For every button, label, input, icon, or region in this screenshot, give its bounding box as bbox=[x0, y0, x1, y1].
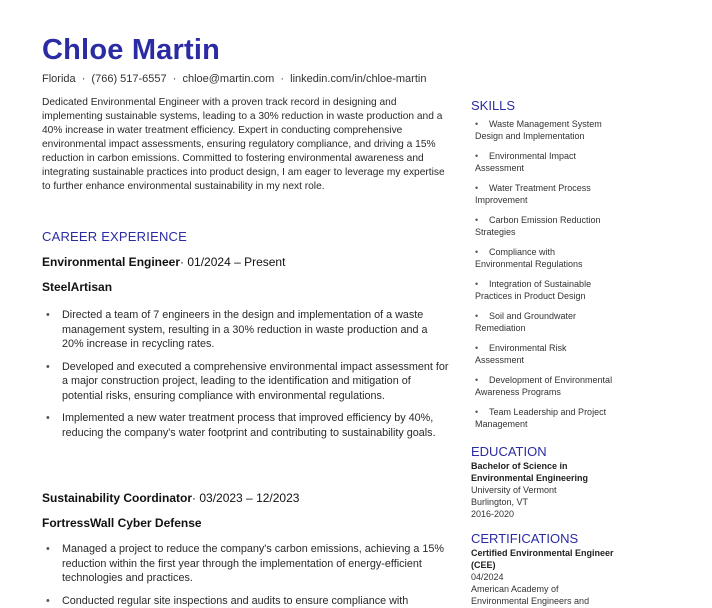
list-item: • Water Treatment Process Improvement bbox=[471, 182, 651, 206]
contact-email[interactable]: chloe@martin.com bbox=[182, 73, 274, 85]
contact-phone: (766) 517-6557 bbox=[91, 73, 166, 85]
job-title: Sustainability Coordinator bbox=[42, 491, 192, 505]
certifications-section bbox=[471, 531, 651, 607]
job-title-line bbox=[42, 255, 285, 269]
list-item: • Soil and Groundwater Remediation bbox=[471, 310, 651, 334]
list-item: • Environmental Risk Assessment bbox=[471, 342, 651, 366]
job-title: Environmental Engineer bbox=[42, 255, 180, 269]
skills-list bbox=[471, 118, 651, 430]
career-experience-heading: CAREER EXPERIENCE bbox=[42, 229, 187, 244]
bullet-icon: • bbox=[475, 278, 478, 290]
school-name: University of Vermont bbox=[471, 484, 651, 496]
contact-line bbox=[42, 73, 426, 85]
professional-summary: Dedicated Environmental Engineer with a proven track record in designing and implementing sustainable systems, leading to a 30% reduction in waste production and a 40% increase in water treatment efficiency. Expert in conducting comprehensive environmental impact assessments, ensuring regulatory compliance, and driving a 15% reduction in carbon emissions. Committed to fostering environmental awareness and integrating sustainable practices into product design, I am eager to leverage my expertise to further enhance environmental sustainability in my next role. bbox=[42, 96, 452, 194]
job-dates: · 01/2024 – Present bbox=[180, 255, 285, 269]
job-title-line bbox=[42, 491, 299, 505]
certification-name: Certified Environmental Engineer (CEE) bbox=[471, 547, 651, 571]
certification-issuer: American Academy of Environmental Engineers and bbox=[471, 583, 651, 607]
education-section bbox=[471, 444, 651, 520]
job-dates: · 03/2023 – 12/2023 bbox=[192, 491, 299, 505]
contact-separator: · bbox=[280, 73, 284, 85]
contact-location: Florida bbox=[42, 73, 76, 85]
contact-linkedin[interactable]: linkedin.com/in/chloe-martin bbox=[290, 73, 426, 85]
list-item: • Carbon Emission Reduction Strategies bbox=[471, 214, 651, 238]
list-item: • Conducted regular site inspections and audits to ensure compliance with bbox=[42, 594, 452, 608]
education-dates: 2016-2020 bbox=[471, 508, 651, 520]
list-item: • Environmental Impact Assessment bbox=[471, 150, 651, 174]
bullet-icon: • bbox=[475, 406, 478, 418]
contact-separator: · bbox=[82, 73, 86, 85]
list-item: • Team Leadership and Project Management bbox=[471, 406, 651, 430]
skills-section bbox=[471, 98, 651, 438]
school-location: Burlington, VT bbox=[471, 496, 651, 508]
company-name: FortressWall Cyber Defense bbox=[42, 516, 202, 530]
candidate-name: Chloe Martin bbox=[42, 32, 220, 68]
job-bullets bbox=[42, 308, 452, 440]
list-item: • Waste Management System Design and Implementation bbox=[471, 118, 651, 142]
education-heading: EDUCATION bbox=[471, 444, 651, 460]
bullet-icon: • bbox=[475, 310, 478, 322]
bullet-icon: • bbox=[475, 214, 478, 226]
bullet-icon: • bbox=[475, 246, 478, 258]
skills-heading: SKILLS bbox=[471, 98, 651, 114]
bullet-icon: • bbox=[475, 118, 478, 130]
bullet-icon: • bbox=[475, 342, 478, 354]
certifications-heading: CERTIFICATIONS bbox=[471, 531, 651, 547]
list-item: • Developed and executed a comprehensive environmental impact assessment for a major construction project, leading to the identification and mitigation of potential risks, ensuring compliance with environmental regulations. bbox=[42, 360, 452, 404]
certification-date: 04/2024 bbox=[471, 571, 651, 583]
list-item: • Managed a project to reduce the company's carbon emissions, achieving a 15% reduction within the first year through the implementation of energy-efficient technologies and practices. bbox=[42, 542, 452, 586]
list-item: • Integration of Sustainable Practices in Product Design bbox=[471, 278, 651, 302]
contact-separator: · bbox=[173, 73, 177, 85]
list-item: • Directed a team of 7 engineers in the design and implementation of a waste management system, resulting in a 30% reduction in waste production and a 20% increase in recycling rates. bbox=[42, 308, 452, 352]
list-item: • Compliance with Environmental Regulations bbox=[471, 246, 651, 270]
bullet-icon: • bbox=[475, 150, 478, 162]
company-name: SteelArtisan bbox=[42, 280, 112, 294]
list-item: • Development of Environmental Awareness Programs bbox=[471, 374, 651, 398]
bullet-icon: • bbox=[475, 182, 478, 194]
job-bullets bbox=[42, 542, 452, 608]
degree-name: Bachelor of Science in Environmental Engineering bbox=[471, 460, 651, 484]
list-item: • Implemented a new water treatment process that improved efficiency by 40%, reducing the company's water footprint and contributing to sustainability goals. bbox=[42, 411, 452, 440]
bullet-icon: • bbox=[475, 374, 478, 386]
